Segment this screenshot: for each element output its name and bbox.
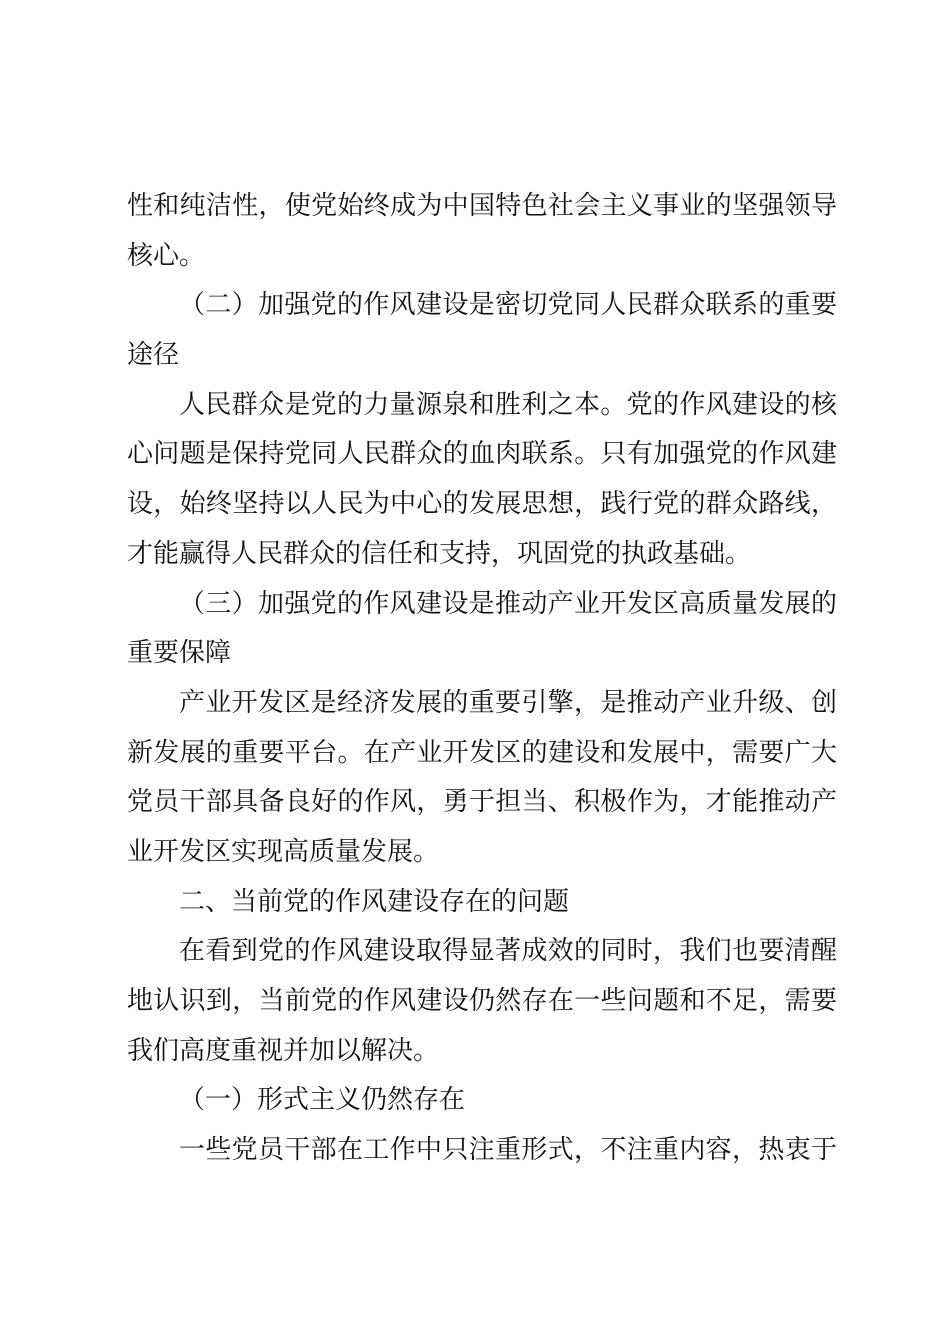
text-line: 地认识到，当前党的作风建设仍然存在一些问题和不足，需要 — [127, 986, 837, 1016]
heading-line: （三）加强党的作风建设是推动产业开发区高质量发展的 — [179, 588, 837, 619]
text-line: 核心。 — [127, 240, 206, 271]
paragraph-continuation — [127, 182, 837, 281]
paragraph — [127, 1126, 837, 1176]
text-line: 业开发区实现高质量发展。 — [127, 836, 440, 867]
paragraph — [127, 381, 837, 580]
text-line: 在看到党的作风建设取得显著成效的同时，我们也要清醒 — [179, 936, 837, 967]
section-heading — [127, 580, 837, 679]
text-line: 产业开发区是经济发展的重要引擎，是推动产业升级、创 — [179, 687, 837, 718]
section-heading — [127, 1076, 837, 1126]
text-line: 新发展的重要平台。在产业开发区的建设和发展中，需要广大 — [127, 737, 837, 768]
paragraph — [127, 927, 837, 1076]
text-line: 一些党员干部在工作中只注重形式，不注重内容，热衷于 — [179, 1135, 837, 1166]
text-line: 设，始终坚持以人民为中心的发展思想，践行党的群众路线， — [127, 489, 837, 520]
heading-line: （一）形式主义仍然存在 — [179, 1085, 466, 1116]
heading-line: 二、当前党的作风建设存在的问题 — [179, 886, 570, 917]
heading-line: 途径 — [127, 340, 180, 371]
paragraph — [127, 679, 837, 878]
text-line: 我们高度重视并加以解决。 — [127, 1035, 440, 1066]
chapter-heading — [127, 878, 837, 928]
text-line: 党员干部具备良好的作风，勇于担当、积极作为，才能推动产 — [127, 787, 837, 818]
document-body — [127, 182, 837, 1176]
text-line: 人民群众是党的力量源泉和胜利之本。党的作风建设的核 — [179, 389, 837, 420]
text-line: 性和纯洁性，使党始终成为中国特色社会主义事业的坚强领导 — [127, 191, 837, 221]
section-heading — [127, 281, 837, 380]
text-line: 心问题是保持党同人民群众的血肉联系。只有加强党的作风建 — [127, 439, 837, 470]
heading-line: （二）加强党的作风建设是密切党同人民群众联系的重要 — [179, 290, 837, 321]
text-line: 才能赢得人民群众的信任和支持，巩固党的执政基础。 — [127, 538, 752, 569]
heading-line: 重要保障 — [127, 638, 232, 669]
